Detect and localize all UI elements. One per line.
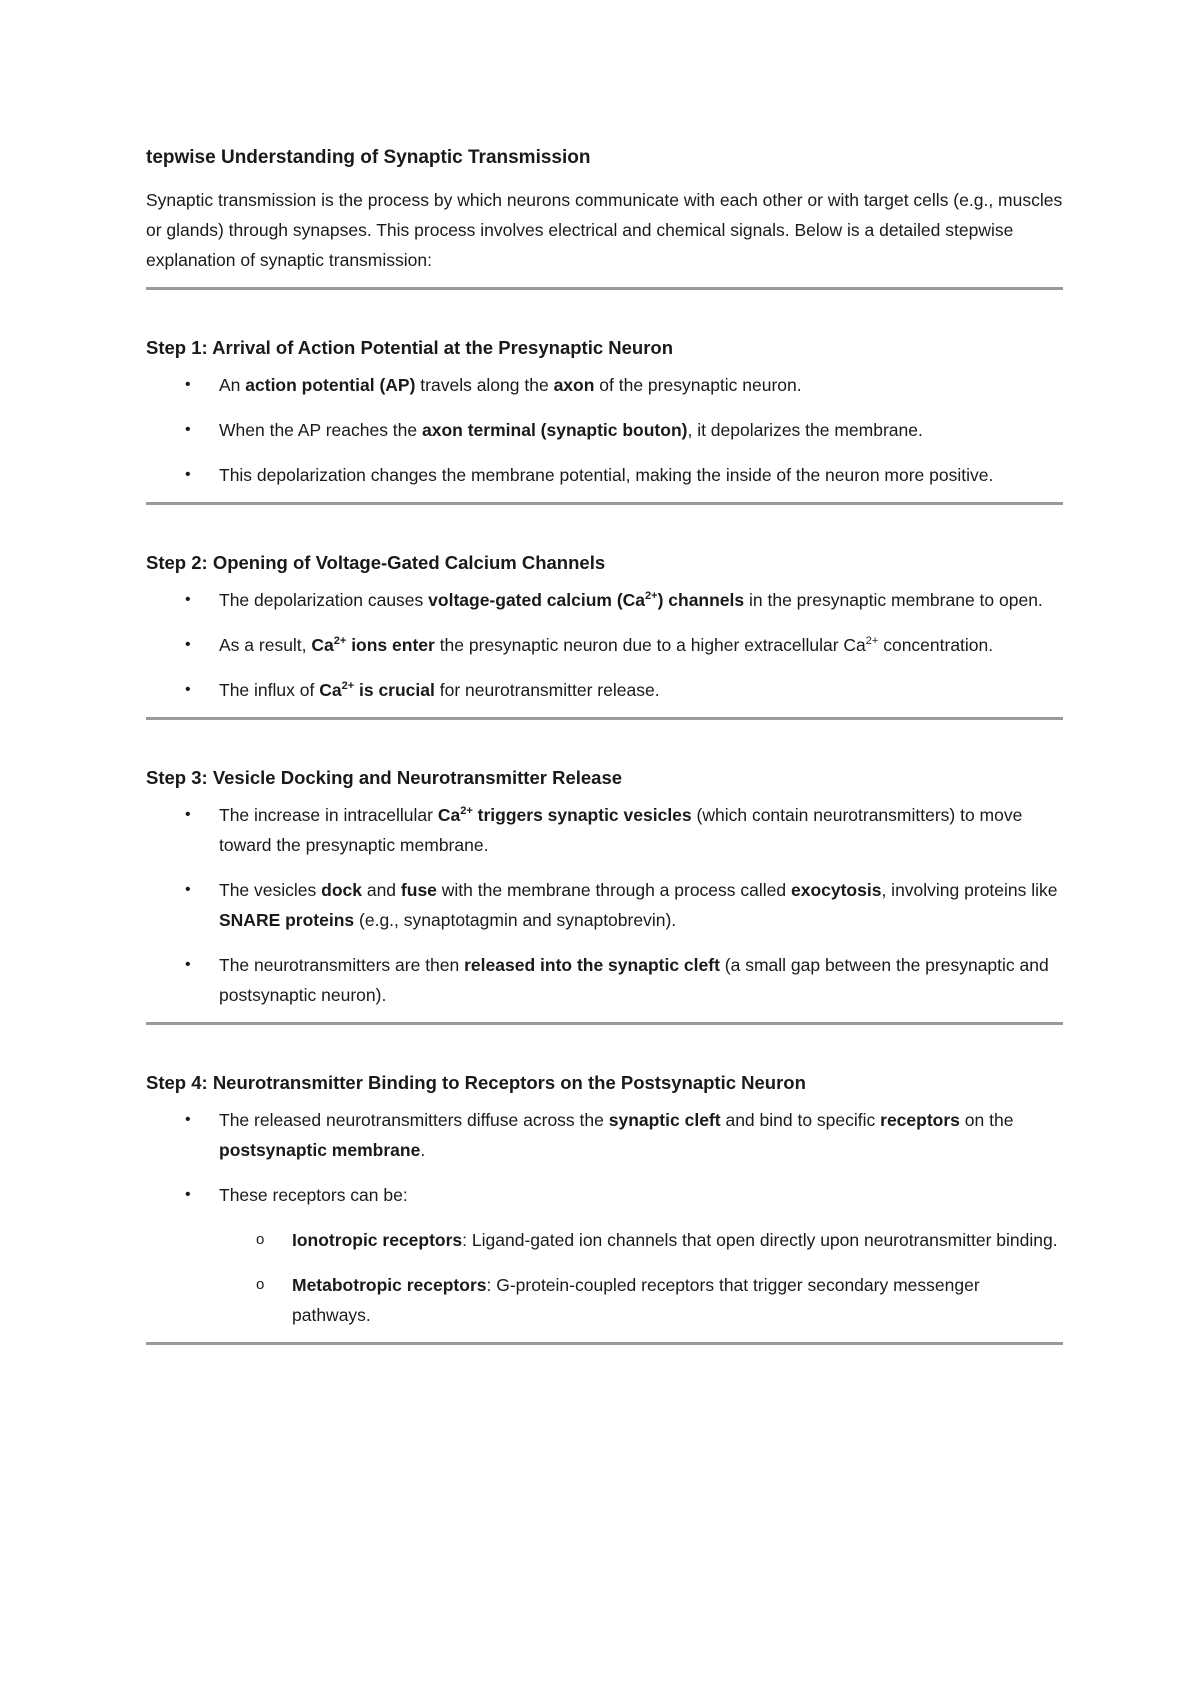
- divider: [146, 502, 1063, 505]
- document-title: tepwise Understanding of Synaptic Transmission: [146, 147, 591, 168]
- bullet-icon: •: [185, 880, 191, 898]
- text-run: dock: [321, 879, 362, 900]
- text-run: fuse: [400, 879, 437, 900]
- text-run: axon terminal (synaptic bouton): [422, 419, 688, 440]
- text-run: 2+: [333, 634, 347, 647]
- steps-container: [146, 336, 1063, 1345]
- step-section-3: [146, 766, 1063, 1025]
- list-item: [146, 1180, 1063, 1330]
- list-item-text: The neurotransmitters are then released into the synaptic cleft (a small gap between the presynaptic and postsynaptic neuron).: [219, 954, 1049, 1005]
- list-item: [146, 1105, 1063, 1165]
- text-run: axon: [553, 374, 595, 395]
- sub-list-item: [256, 1225, 1063, 1255]
- step-title: Step 4: Neurotransmitter Binding to Receptors on the Postsynaptic Neuron: [146, 1071, 806, 1093]
- list-item-text: The influx of $Ca^{2+}$ is crucial for neurotransmitter release.: [219, 679, 660, 700]
- text-run: ions enter: [346, 634, 435, 655]
- text-run: SNARE proteins: [219, 909, 355, 930]
- list-item-text: These receptors can be:: [219, 1184, 408, 1205]
- list-item: [146, 950, 1063, 1010]
- text-run: exocytosis: [790, 879, 882, 900]
- list-item-text: This depolarization changes the membrane potential, making the inside of the neuron more positive.: [219, 464, 994, 485]
- bullet-icon: •: [185, 955, 191, 973]
- divider: [146, 717, 1063, 720]
- text-run: ) channels: [657, 589, 745, 610]
- bullet-list: [146, 800, 1063, 1010]
- document-page: [146, 146, 1063, 1345]
- text-run: Ca: [319, 679, 342, 700]
- text-run: Ca: [311, 634, 334, 655]
- divider: [146, 287, 1063, 290]
- divider: [146, 1342, 1063, 1345]
- list-item-text: The increase in intracellular $Ca^{2+}$ triggers synaptic vesicles (which contain neurotransmitters) to move toward the presynaptic membrane.: [219, 804, 1023, 855]
- list-item: [146, 370, 1063, 400]
- list-item-text: An action potential (AP) travels along the axon of the presynaptic neuron.: [219, 374, 802, 395]
- step-section-4: [146, 1071, 1063, 1345]
- text-run: action potential (AP): [245, 374, 416, 395]
- bullet-icon: •: [185, 1110, 191, 1128]
- step-title: Step 1: Arrival of Action Potential at the Presynaptic Neuron: [146, 336, 674, 358]
- text-run: 2+: [341, 679, 355, 692]
- list-item-text: When the AP reaches the axon terminal (synaptic bouton), it depolarizes the membrane.: [219, 419, 923, 440]
- bullet-icon: •: [185, 805, 191, 823]
- divider: [146, 1022, 1063, 1025]
- intro-paragraph: Synaptic transmission is the process by which neurons communicate with each other or with target cells (e.g., muscles or glands) through synapses. This process involves electrical and chemical signals. Below is a detailed stepwise explanation of synaptic transmission:: [146, 189, 1063, 270]
- bullet-icon: •: [185, 680, 191, 698]
- text-run: postsynaptic membrane: [219, 1139, 421, 1160]
- list-item: [146, 585, 1063, 615]
- text-run: Ca: [437, 804, 461, 825]
- list-item: [146, 800, 1063, 860]
- text-run: 2+: [460, 805, 473, 817]
- list-item: [146, 630, 1063, 660]
- bullet-icon: •: [185, 1185, 191, 1203]
- step-section-1: [146, 336, 1063, 505]
- list-item-text: The depolarization causes voltage-gated calcium $(Ca^{2+})$ channels in the presynaptic membrane to open.: [219, 589, 1043, 610]
- step-title: Step 2: Opening of Voltage-Gated Calcium Channels: [146, 551, 606, 573]
- bullet-icon: •: [185, 635, 191, 653]
- sub-list-item-text: Ionotropic receptors: Ligand-gated ion channels that open directly upon neurotransmitter binding.: [292, 1229, 1058, 1250]
- list-item-text: The released neurotransmitters diffuse across the synaptic cleft and bind to specific receptors on the postsynaptic membrane.: [219, 1109, 1014, 1160]
- text-run: is crucial: [354, 679, 435, 700]
- bullet-list: [146, 370, 1063, 490]
- step-section-2: [146, 551, 1063, 720]
- list-item: [146, 460, 1063, 490]
- text-run: receptors: [880, 1109, 960, 1130]
- text-run: Metabotropic receptors: [292, 1274, 487, 1295]
- list-item: [146, 875, 1063, 935]
- text-run: released into the synaptic cleft: [464, 954, 720, 975]
- list-item-text: As a result, $Ca^{2+}$ ions enter the presynaptic neuron due to a higher extracellular $Ca^{2+}$ concentration.: [219, 634, 994, 655]
- text-run: synaptic cleft: [608, 1109, 721, 1130]
- bullet-icon: •: [185, 420, 191, 438]
- text-run: 2+: [865, 634, 879, 647]
- sub-list-item: [256, 1270, 1063, 1330]
- text-run: Ionotropic receptors: [292, 1229, 463, 1250]
- text-run: 2+: [645, 589, 658, 602]
- bullet-icon: •: [185, 465, 191, 483]
- list-item: [146, 675, 1063, 705]
- bullet-list: [146, 585, 1063, 705]
- circle-bullet-icon: o: [256, 1275, 265, 1293]
- bullet-list: [146, 1105, 1063, 1330]
- step-title: Step 3: Vesicle Docking and Neurotransmitter Release: [146, 766, 623, 788]
- sub-list: [219, 1225, 1063, 1330]
- text-run: voltage-gated calcium (Ca: [428, 589, 646, 610]
- bullet-icon: •: [185, 590, 191, 608]
- circle-bullet-icon: o: [256, 1230, 265, 1248]
- list-item-text: The vesicles dock and fuse with the membrane through a process called exocytosis, involving proteins like SNARE proteins (e.g., synaptotagmin and synaptobrevin).: [219, 879, 1058, 930]
- text-run: triggers synaptic vesicles: [472, 804, 692, 825]
- list-item: [146, 415, 1063, 445]
- bullet-icon: •: [185, 375, 191, 393]
- sub-list-item-text: Metabotropic receptors: G-protein-coupled receptors that trigger secondary messenger pathways.: [292, 1274, 980, 1325]
